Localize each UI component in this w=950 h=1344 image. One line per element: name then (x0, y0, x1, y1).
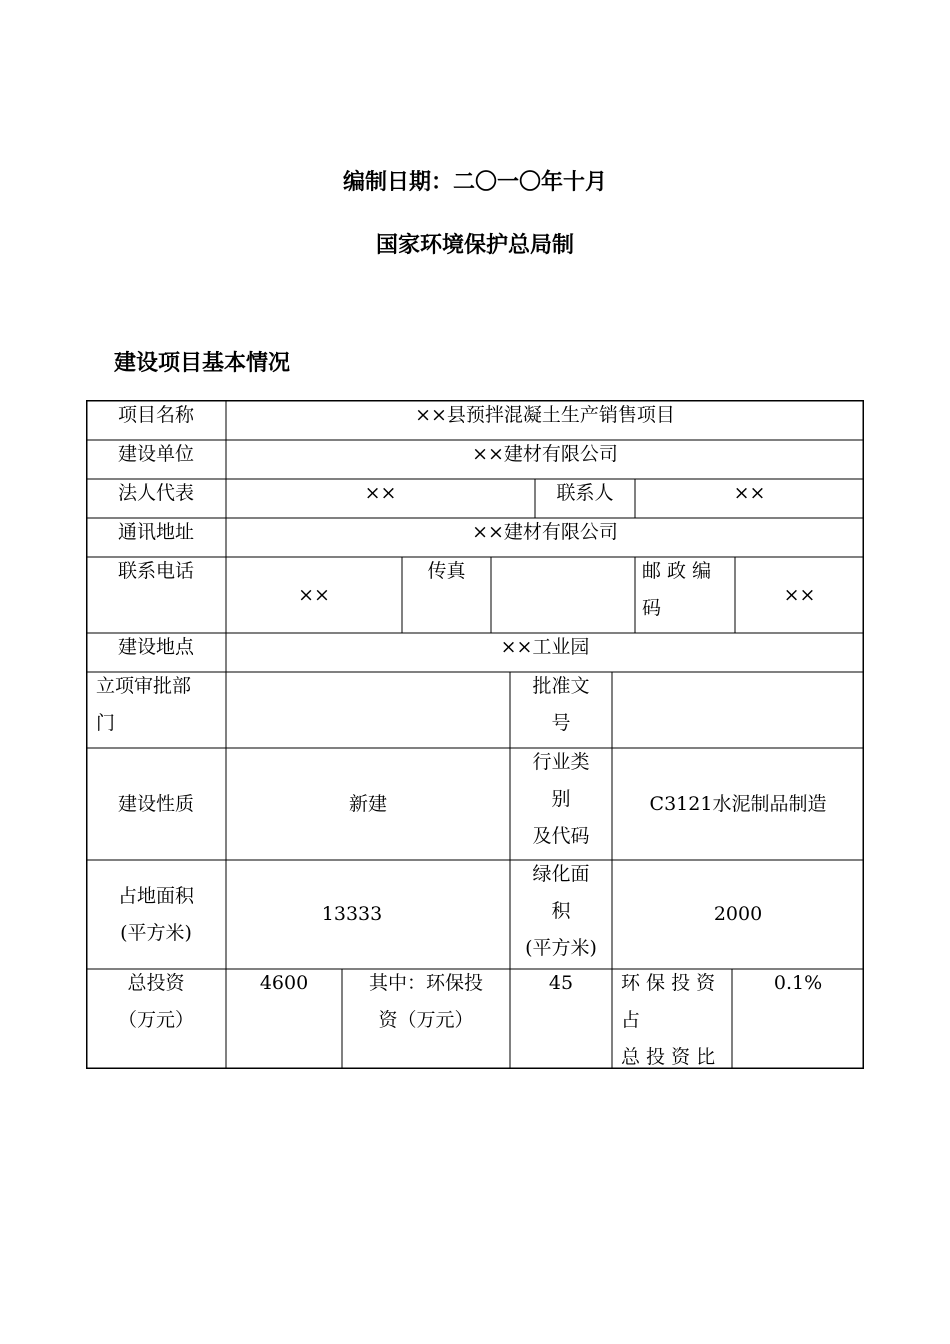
fax-value (491, 557, 635, 633)
phone-label: 联系电话 (117, 560, 194, 582)
project-name-label: 项目名称 (117, 404, 194, 426)
approval-no-label: 批准文 号 (532, 675, 590, 734)
contact-label: 联系人 (556, 482, 614, 504)
project-name-value: ××县预拌混凝土生产销售项目 (415, 404, 675, 426)
nature-value: 新建 (348, 792, 387, 815)
green-area-value: 2000 (713, 903, 763, 925)
contact-value: ×× (733, 482, 766, 504)
env-invest-label: 其中：环保投 资（万元） (368, 972, 483, 1031)
builder-label: 建设单位 (117, 443, 194, 465)
total-invest-value: 4600 (259, 972, 309, 994)
postcode-value: ×× (783, 583, 816, 606)
agency-name: 国家环境保护总局制 (375, 233, 574, 258)
approval-dept-label: 立项审批部 门 (96, 675, 192, 734)
address-label: 通讯地址 (117, 521, 194, 543)
site-label: 建设地点 (117, 636, 194, 658)
section-title: 建设项目基本情况 (114, 351, 291, 376)
area-value: 13333 (321, 903, 383, 925)
total-invest-label: 总投资 （万元） (117, 972, 194, 1031)
env-ratio-value: 0.1% (773, 972, 823, 994)
legal-rep-value: ×× (364, 482, 397, 504)
site-value: ××工业园 (500, 636, 590, 658)
address-value: ××建材有限公司 (472, 521, 618, 543)
area-label: 占地面积 (平方米) (117, 884, 194, 944)
legal-rep-label: 法人代表 (117, 482, 194, 504)
env-ratio-label: 环 保 投 资 占 总 投 资 比 (621, 972, 716, 1068)
industry-value: C3121水泥制品制造 (649, 792, 827, 815)
env-invest-value: 45 (548, 972, 574, 994)
compile-date: 编制日期：二〇一〇年十月 (342, 170, 607, 195)
phone-value: ×× (298, 583, 330, 606)
green-area-label: 绿化面 积 (平方米) (525, 863, 597, 959)
postcode-label: 邮 政 编 码 (642, 560, 712, 619)
builder-value: ××建材有限公司 (472, 443, 618, 465)
industry-label: 行业类 别 及代码 (532, 751, 590, 847)
fax-label: 传真 (427, 560, 466, 582)
nature-label: 建设性质 (117, 792, 194, 815)
project-info-table (86, 400, 864, 1069)
